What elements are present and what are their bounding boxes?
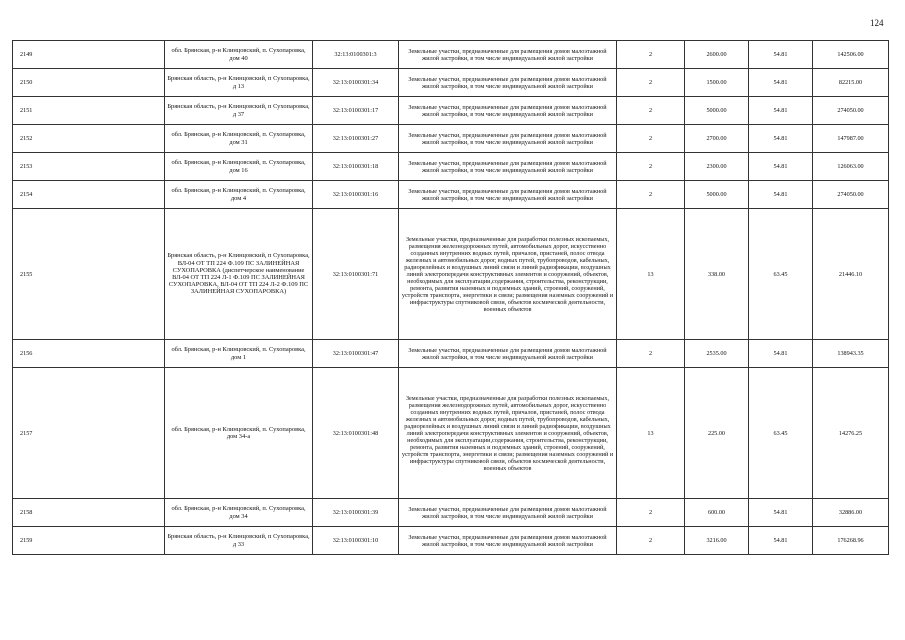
row-number-cell: 2149 (13, 41, 165, 69)
row-number-cell: 2153 (13, 153, 165, 181)
group-cell: 2 (617, 181, 685, 209)
address-cell: обл. Брянская, р-н Клинцовский, п. Сухопаровка, дом 34 (165, 499, 313, 527)
land-use-cell: Земельные участки, предназначенные для размещения домов малоэтажной жилой застройки, в том числе индивидуальной жилой застройки (399, 527, 617, 555)
specific-value-cell: 54.81 (749, 181, 813, 209)
table-row (13, 499, 889, 527)
table-row (13, 125, 889, 153)
land-use-cell: Земельные участки, предназначенные для размещения домов малоэтажной жилой застройки, в том числе индивидуальной жилой застройки (399, 499, 617, 527)
cadastral-number-cell: 32:13:0100301:39 (313, 499, 399, 527)
area-cell: 3216.00 (685, 527, 749, 555)
group-cell: 2 (617, 41, 685, 69)
row-number-cell: 2159 (13, 527, 165, 555)
specific-value-cell: 63.45 (749, 368, 813, 499)
land-use-cell: Земельные участки, предназначенные для размещения домов малоэтажной жилой застройки, в том числе индивидуальной жилой застройки (399, 97, 617, 125)
cadastral-number-cell: 32:13:0100301:10 (313, 527, 399, 555)
cadastral-value-cell: 274050.00 (813, 181, 889, 209)
land-use-cell: Земельные участки, предназначенные для размещения домов малоэтажной жилой застройки, в том числе индивидуальной жилой застройки (399, 181, 617, 209)
group-cell: 2 (617, 125, 685, 153)
specific-value-cell: 54.81 (749, 97, 813, 125)
group-cell: 13 (617, 209, 685, 340)
row-number-cell: 2154 (13, 181, 165, 209)
table-row (13, 97, 889, 125)
row-number-cell: 2158 (13, 499, 165, 527)
address-cell: обл. Брянская, р-н Клинцовский, п. Сухопаровка, дом 16 (165, 153, 313, 181)
group-cell: 2 (617, 97, 685, 125)
address-cell: обл. Брянская, р-н Клинцовский, п. Сухопаровка, дом 40 (165, 41, 313, 69)
address-cell: Брянская область, р-н Клинцовский, п Сухопаровка, д 13 (165, 69, 313, 97)
land-use-cell: Земельные участки, предназначенные для размещения домов малоэтажной жилой застройки, в том числе индивидуальной жилой застройки (399, 69, 617, 97)
area-cell: 225.00 (685, 368, 749, 499)
cadastral-value-cell: 138943.35 (813, 340, 889, 368)
cadastral-number-cell: 32:13:0100301:17 (313, 97, 399, 125)
specific-value-cell: 63.45 (749, 209, 813, 340)
cadastral-number-cell: 32:13:0100301:18 (313, 153, 399, 181)
address-cell: обл. Брянская, р-н Клинцовский, п. Сухопаровка, дом 4 (165, 181, 313, 209)
table-row (13, 209, 889, 340)
area-cell: 2535.00 (685, 340, 749, 368)
group-cell: 2 (617, 527, 685, 555)
area-cell: 5000.00 (685, 97, 749, 125)
table-row (13, 340, 889, 368)
land-use-cell: Земельные участки, предназначенные для разработки полезных ископаемых, размещения железнодорожных путей, автомобильных дорог, искусственно созданных внутренних водных путей, причалов, пристаней, полос отвода железных и автомобильных дорог, водных путей, трубопроводов, кабельных, радиорелейных и воздушных линий связи и линий радиофикации, воздушных линий электропередачи конструктивных элементов и сооружений, объектов, необходимых для эксплуатации,содержания, строительства, реконструкции, ремонта, развития наземных и подземных зданий, строений, сооружений, устройств транспорта, энергетики и связи; размещения наземных сооружений и инфраструктуры спутниковой связи, объектов космической деятельности, военных объектов (399, 209, 617, 340)
cadastral-value-cell: 126063.00 (813, 153, 889, 181)
cadastral-value-cell: 147987.00 (813, 125, 889, 153)
cadastral-value-cell: 21446.10 (813, 209, 889, 340)
group-cell: 2 (617, 69, 685, 97)
cadastral-number-cell: 32:13:0100301:27 (313, 125, 399, 153)
table-row (13, 153, 889, 181)
cadastral-number-cell: 32:13:0100301:3 (313, 41, 399, 69)
cadastral-number-cell: 32:13:0100301:16 (313, 181, 399, 209)
cadastral-value-cell: 14276.25 (813, 368, 889, 499)
cadastral-value-cell: 82215.00 (813, 69, 889, 97)
specific-value-cell: 54.81 (749, 499, 813, 527)
table-row (13, 368, 889, 499)
table-body (13, 41, 889, 555)
address-cell: обл. Брянская, р-н Клинцовский, п. Сухопаровка, дом 34-а (165, 368, 313, 499)
area-cell: 600.00 (685, 499, 749, 527)
specific-value-cell: 54.81 (749, 69, 813, 97)
table-row (13, 69, 889, 97)
area-cell: 1500.00 (685, 69, 749, 97)
address-cell: Брянская область, р-н Клинцовский, п Сухопаровка, ВЛ-04 ОТ ТП 224 Ф.109 ПС ЗАЛИНЕЙНАЯ СУХОПАРОВКА (диспетчерское наименование ВЛ-04 ОТ ТП 224 Л-1 Ф.109 ПС ЗАЛИНЕЙНАЯ СУХОПАРОВКА, ВЛ-04 ОТ ТП 224 Л-2 Ф.109 ПС ЗАЛИНЕЙНАЯ СУХОПАРОВКА) (165, 209, 313, 340)
table-row (13, 181, 889, 209)
cadastral-value-cell: 32886.00 (813, 499, 889, 527)
row-number-cell: 2155 (13, 209, 165, 340)
row-number-cell: 2151 (13, 97, 165, 125)
address-cell: Брянская область, р-н Клинцовский, п Сухопаровка, д 37 (165, 97, 313, 125)
row-number-cell: 2152 (13, 125, 165, 153)
specific-value-cell: 54.81 (749, 41, 813, 69)
area-cell: 338.00 (685, 209, 749, 340)
row-number-cell: 2156 (13, 340, 165, 368)
cadastral-value-cell: 274050.00 (813, 97, 889, 125)
address-cell: Брянская область, р-н Клинцовский, п Сухопаровка, д 33 (165, 527, 313, 555)
row-number-cell: 2150 (13, 69, 165, 97)
cadastral-number-cell: 32:13:0100301:47 (313, 340, 399, 368)
group-cell: 2 (617, 340, 685, 368)
address-cell: обл. Брянская, р-н Клинцовский, п. Сухопаровка, дом 1 (165, 340, 313, 368)
page-number: 124 (870, 18, 884, 28)
specific-value-cell: 54.81 (749, 527, 813, 555)
cadastral-number-cell: 32:13:0100301:48 (313, 368, 399, 499)
cadastral-number-cell: 32:13:0100301:71 (313, 209, 399, 340)
land-use-cell: Земельные участки, предназначенные для размещения домов малоэтажной жилой застройки, в том числе индивидуальной жилой застройки (399, 153, 617, 181)
land-use-cell: Земельные участки, предназначенные для разработки полезных ископаемых, размещения железнодорожных путей, автомобильных дорог, искусственно созданных внутренних водных путей, причалов, пристаней, полос отвода железных и автомобильных дорог, водных путей, трубопроводов, кабельных, радиорелейных и воздушных линий связи и линий радиофикации, воздушных линий электропередачи конструктивных элементов и сооружений, объектов, необходимых для эксплуатации,содержания, строительства, реконструкции, ремонта, развития наземных и подземных зданий, строений, сооружений, устройств транспорта, энергетики и связи; размещения наземных сооружений и инфраструктуры спутниковой связи, объектов космической деятельности, военных объектов (399, 368, 617, 499)
land-use-cell: Земельные участки, предназначенные для размещения домов малоэтажной жилой застройки, в том числе индивидуальной жилой застройки (399, 41, 617, 69)
group-cell: 2 (617, 499, 685, 527)
cadastral-value-cell: 142506.00 (813, 41, 889, 69)
specific-value-cell: 54.81 (749, 153, 813, 181)
land-registry-table (12, 40, 889, 555)
cadastral-value-cell: 176268.96 (813, 527, 889, 555)
specific-value-cell: 54.81 (749, 340, 813, 368)
group-cell: 13 (617, 368, 685, 499)
table-row (13, 41, 889, 69)
row-number-cell: 2157 (13, 368, 165, 499)
area-cell: 2700.00 (685, 125, 749, 153)
area-cell: 2300.00 (685, 153, 749, 181)
group-cell: 2 (617, 153, 685, 181)
specific-value-cell: 54.81 (749, 125, 813, 153)
area-cell: 5000.00 (685, 181, 749, 209)
area-cell: 2600.00 (685, 41, 749, 69)
land-use-cell: Земельные участки, предназначенные для размещения домов малоэтажной жилой застройки, в том числе индивидуальной жилой застройки (399, 340, 617, 368)
cadastral-number-cell: 32:13:0100301:34 (313, 69, 399, 97)
land-use-cell: Земельные участки, предназначенные для размещения домов малоэтажной жилой застройки, в том числе индивидуальной жилой застройки (399, 125, 617, 153)
table-row (13, 527, 889, 555)
address-cell: обл. Брянская, р-н Клинцовский, п. Сухопаровка, дом 31 (165, 125, 313, 153)
